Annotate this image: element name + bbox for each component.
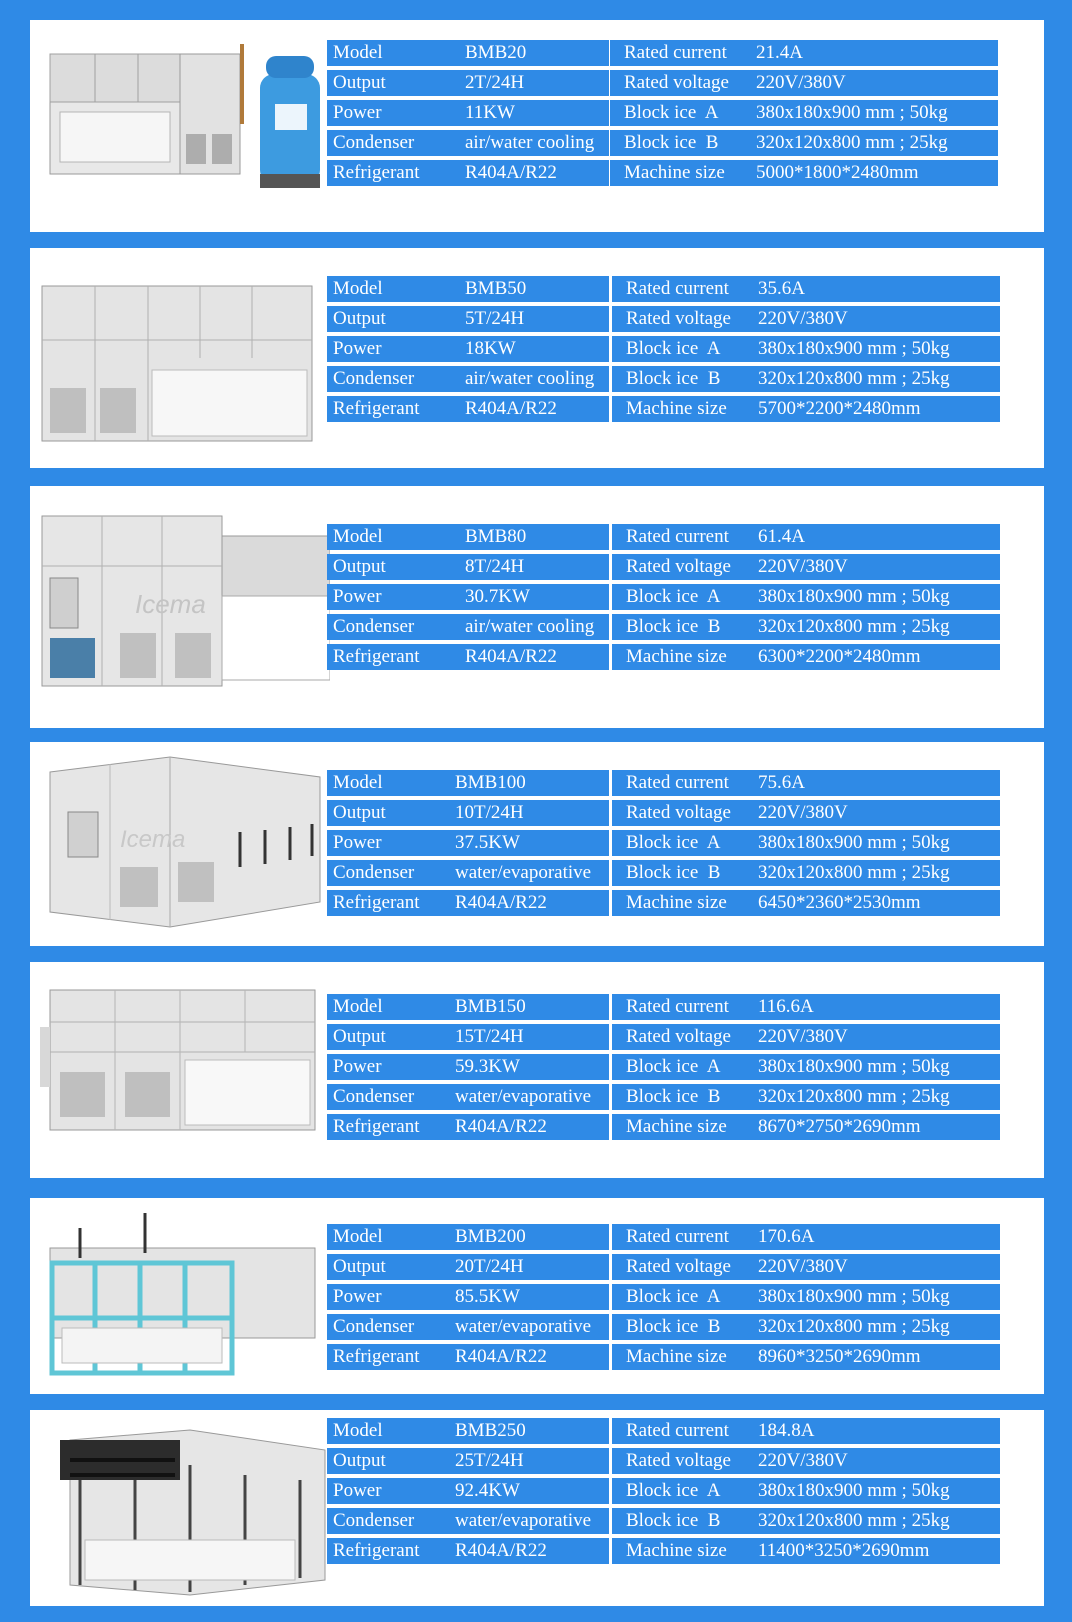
power-row	[327, 1054, 609, 1080]
refrigerant-row	[327, 1538, 609, 1564]
rated-voltage-row	[612, 554, 1000, 580]
model-label: Model	[333, 996, 383, 1017]
rated-voltage-label: Rated voltage	[626, 308, 731, 329]
product-card-bmb250	[30, 1410, 1044, 1606]
product-card-bmb80	[30, 486, 1044, 728]
block-ice-a-value: 380x180x900 mm ; 50kg	[758, 1480, 950, 1501]
power-value: 37.5KW	[455, 832, 520, 853]
rated-voltage-value: 220V/380V	[758, 1256, 848, 1277]
condenser-label: Condenser	[333, 132, 415, 153]
machine-size-row	[612, 644, 1000, 670]
condenser-row	[327, 1508, 609, 1534]
model-value: BMB80	[465, 526, 527, 547]
refrigerant-value: R404A/R22	[465, 162, 557, 183]
rated-current-row	[612, 770, 1000, 796]
power-row	[327, 1284, 609, 1310]
model-value: BMB50	[465, 278, 527, 299]
machine-size-value: 11400*3250*2690mm	[758, 1540, 930, 1561]
rated-current-label: Rated current	[626, 526, 729, 547]
output-label: Output	[333, 556, 386, 577]
machine-size-value: 8960*3250*2690mm	[758, 1346, 921, 1367]
refrigerant-row	[327, 890, 609, 916]
spec-table-left	[327, 276, 609, 426]
refrigerant-value: R404A/R22	[455, 1116, 547, 1137]
refrigerant-value: R404A/R22	[455, 892, 547, 913]
output-label: Output	[333, 1450, 386, 1471]
block-ice-b-label: Block ice B	[626, 1510, 721, 1531]
rated-current-row	[612, 994, 1000, 1020]
block-ice-b-value: 320x120x800 mm ; 25kg	[758, 1316, 950, 1337]
refrigerant-label: Refrigerant	[333, 1116, 420, 1137]
condenser-row	[327, 1084, 609, 1110]
refrigerant-label: Refrigerant	[333, 1346, 420, 1367]
output-label: Output	[333, 308, 386, 329]
output-row	[327, 1448, 609, 1474]
condenser-value: water/evaporative	[455, 862, 592, 883]
power-value: 85.5KW	[455, 1286, 520, 1307]
refrigerant-value: R404A/R22	[465, 398, 557, 419]
model-row	[327, 1418, 609, 1444]
block-ice-b-row	[610, 130, 998, 156]
condenser-label: Condenser	[333, 1316, 415, 1337]
rated-voltage-value: 220V/380V	[758, 802, 848, 823]
model-row	[327, 40, 609, 66]
output-value: 5T/24H	[465, 308, 525, 329]
machine-size-value: 5000*1800*2480mm	[756, 162, 919, 183]
output-row	[327, 800, 609, 826]
output-label: Output	[333, 1026, 386, 1047]
block-ice-b-label: Block ice B	[626, 1316, 721, 1337]
product-card-bmb50	[30, 248, 1044, 468]
condenser-row	[327, 366, 609, 392]
condenser-row	[327, 860, 609, 886]
output-row	[327, 70, 609, 96]
spec-table-right	[612, 1418, 1000, 1568]
model-value: BMB250	[455, 1420, 526, 1441]
machine-size-row	[612, 890, 1000, 916]
block-ice-a-label: Block ice A	[626, 586, 721, 607]
power-row	[327, 584, 609, 610]
rated-voltage-row	[612, 1448, 1000, 1474]
rated-voltage-label: Rated voltage	[624, 72, 729, 93]
model-row	[327, 1224, 609, 1250]
power-value: 18KW	[465, 338, 516, 359]
machine-size-value: 5700*2200*2480mm	[758, 398, 921, 419]
model-value: BMB200	[455, 1226, 526, 1247]
rated-current-label: Rated current	[626, 1226, 729, 1247]
condenser-row	[327, 130, 609, 156]
output-label: Output	[333, 802, 386, 823]
block-ice-b-row	[612, 1508, 1000, 1534]
output-row	[327, 1254, 609, 1280]
output-value: 10T/24H	[455, 802, 524, 823]
rated-current-value: 184.8A	[758, 1420, 815, 1441]
block-ice-b-value: 320x120x800 mm ; 25kg	[758, 1510, 950, 1531]
power-row	[327, 1478, 609, 1504]
block-ice-b-label: Block ice B	[626, 616, 721, 637]
rated-current-row	[610, 40, 998, 66]
block-ice-a-value: 380x180x900 mm ; 50kg	[758, 1286, 950, 1307]
model-row	[327, 276, 609, 302]
block-ice-b-label: Block ice B	[626, 1086, 721, 1107]
block-ice-a-value: 380x180x900 mm ; 50kg	[758, 1056, 950, 1077]
power-value: 59.3KW	[455, 1056, 520, 1077]
refrigerant-label: Refrigerant	[333, 162, 420, 183]
refrigerant-value: R404A/R22	[455, 1346, 547, 1367]
output-value: 15T/24H	[455, 1026, 524, 1047]
power-value: 11KW	[465, 102, 515, 123]
output-value: 20T/24H	[455, 1256, 524, 1277]
open-frame-ice-machine-icon	[40, 1420, 330, 1600]
machine-size-label: Machine size	[626, 1116, 727, 1137]
block-ice-machine-icon	[40, 752, 330, 937]
rated-current-value: 116.6A	[758, 996, 814, 1017]
spec-table-right	[612, 524, 1000, 674]
spec-table-left	[327, 770, 609, 920]
power-label: Power	[333, 586, 382, 607]
output-value: 2T/24H	[465, 72, 525, 93]
power-row	[327, 100, 609, 126]
machine-size-row	[612, 1344, 1000, 1370]
spec-table-left	[327, 524, 609, 674]
rated-voltage-row	[612, 1254, 1000, 1280]
condenser-value: air/water cooling	[465, 368, 595, 389]
rated-current-row	[612, 1224, 1000, 1250]
refrigerant-row	[327, 1114, 609, 1140]
machine-size-value: 6450*2360*2530mm	[758, 892, 921, 913]
rated-voltage-value: 220V/380V	[756, 72, 846, 93]
rated-voltage-label: Rated voltage	[626, 1450, 731, 1471]
block-ice-a-row	[610, 100, 998, 126]
condenser-value: water/evaporative	[455, 1510, 592, 1531]
model-label: Model	[333, 42, 383, 63]
block-ice-a-label: Block ice A	[624, 102, 719, 123]
block-ice-b-label: Block ice B	[626, 368, 721, 389]
spec-table-left	[327, 40, 609, 190]
block-ice-a-row	[612, 1284, 1000, 1310]
product-card-bmb100	[30, 742, 1044, 946]
rated-voltage-row	[610, 70, 998, 96]
spec-table-right	[612, 994, 1000, 1144]
condenser-label: Condenser	[333, 1510, 415, 1531]
block-ice-a-value: 380x180x900 mm ; 50kg	[758, 338, 950, 359]
block-ice-b-row	[612, 614, 1000, 640]
block-ice-machine-icon	[40, 278, 330, 448]
condenser-value: water/evaporative	[455, 1316, 592, 1337]
product-card-bmb20	[30, 20, 1044, 232]
model-value: BMB150	[455, 996, 526, 1017]
block-ice-a-label: Block ice A	[626, 1286, 721, 1307]
power-value: 92.4KW	[455, 1480, 520, 1501]
block-ice-a-label: Block ice A	[626, 338, 721, 359]
block-ice-b-label: Block ice B	[624, 132, 719, 153]
rated-voltage-row	[612, 306, 1000, 332]
product-card-bmb150	[30, 962, 1044, 1178]
rated-current-value: 170.6A	[758, 1226, 815, 1247]
output-label: Output	[333, 72, 386, 93]
machine-size-label: Machine size	[626, 1540, 727, 1561]
power-label: Power	[333, 338, 382, 359]
machine-size-label: Machine size	[626, 1346, 727, 1367]
block-ice-b-row	[612, 1314, 1000, 1340]
condenser-label: Condenser	[333, 862, 415, 883]
block-ice-b-label: Block ice B	[626, 862, 721, 883]
block-ice-machine-icon	[40, 508, 330, 698]
block-ice-a-label: Block ice A	[626, 1480, 721, 1501]
block-ice-a-value: 380x180x900 mm ; 50kg	[758, 586, 950, 607]
rated-current-label: Rated current	[626, 1420, 729, 1441]
rated-current-value: 61.4A	[758, 526, 805, 547]
condenser-value: water/evaporative	[455, 1086, 592, 1107]
rated-current-row	[612, 276, 1000, 302]
rated-voltage-label: Rated voltage	[626, 802, 731, 823]
model-row	[327, 770, 609, 796]
refrigerant-label: Refrigerant	[333, 646, 420, 667]
open-frame-ice-machine-icon	[40, 1208, 330, 1388]
spec-table-left	[327, 1418, 609, 1568]
refrigerant-label: Refrigerant	[333, 398, 420, 419]
power-label: Power	[333, 1480, 382, 1501]
output-value: 8T/24H	[465, 556, 525, 577]
rated-voltage-label: Rated voltage	[626, 1256, 731, 1277]
block-ice-a-value: 380x180x900 mm ; 50kg	[758, 832, 950, 853]
rated-current-label: Rated current	[626, 996, 729, 1017]
block-ice-a-row	[612, 584, 1000, 610]
rated-current-row	[612, 1418, 1000, 1444]
rated-voltage-value: 220V/380V	[758, 1450, 848, 1471]
rated-current-value: 21.4A	[756, 42, 803, 63]
refrigerant-row	[327, 1344, 609, 1370]
rated-current-label: Rated current	[626, 278, 729, 299]
refrigerant-label: Refrigerant	[333, 1540, 420, 1561]
model-value: BMB20	[465, 42, 527, 63]
model-row	[327, 994, 609, 1020]
block-ice-b-row	[612, 860, 1000, 886]
output-value: 25T/24H	[455, 1450, 524, 1471]
rated-current-value: 75.6A	[758, 772, 805, 793]
output-row	[327, 1024, 609, 1050]
refrigerant-row	[327, 396, 609, 422]
spec-table-right	[610, 40, 998, 190]
power-label: Power	[333, 1286, 382, 1307]
block-ice-b-value: 320x120x800 mm ; 25kg	[758, 1086, 950, 1107]
rated-current-label: Rated current	[624, 42, 727, 63]
block-ice-a-row	[612, 830, 1000, 856]
rated-current-label: Rated current	[626, 772, 729, 793]
model-label: Model	[333, 772, 383, 793]
power-label: Power	[333, 102, 382, 123]
spec-table-right	[612, 1224, 1000, 1374]
output-row	[327, 554, 609, 580]
machine-size-row	[612, 1538, 1000, 1564]
machine-size-row	[612, 396, 1000, 422]
rated-current-value: 35.6A	[758, 278, 805, 299]
output-row	[327, 306, 609, 332]
block-ice-b-value: 320x120x800 mm ; 25kg	[758, 862, 950, 883]
spec-table-right	[612, 276, 1000, 426]
power-label: Power	[333, 832, 382, 853]
machine-size-row	[612, 1114, 1000, 1140]
block-ice-a-row	[612, 1478, 1000, 1504]
rated-voltage-value: 220V/380V	[758, 308, 848, 329]
model-label: Model	[333, 1226, 383, 1247]
rated-voltage-value: 220V/380V	[758, 1026, 848, 1047]
condenser-row	[327, 1314, 609, 1340]
refrigerant-row	[327, 644, 609, 670]
block-ice-a-value: 380x180x900 mm ; 50kg	[756, 102, 948, 123]
block-ice-b-row	[612, 1084, 1000, 1110]
model-label: Model	[333, 278, 383, 299]
block-ice-b-value: 320x120x800 mm ; 25kg	[756, 132, 948, 153]
machine-size-row	[610, 160, 998, 186]
rated-voltage-label: Rated voltage	[626, 1026, 731, 1047]
block-ice-b-row	[612, 366, 1000, 392]
output-label: Output	[333, 1256, 386, 1277]
power-label: Power	[333, 1056, 382, 1077]
model-label: Model	[333, 526, 383, 547]
block-ice-a-row	[612, 1054, 1000, 1080]
block-ice-a-row	[612, 336, 1000, 362]
model-row	[327, 524, 609, 550]
condenser-row	[327, 614, 609, 640]
refrigerant-value: R404A/R22	[465, 646, 557, 667]
refrigerant-row	[327, 160, 609, 186]
block-ice-b-value: 320x120x800 mm ; 25kg	[758, 368, 950, 389]
rated-current-row	[612, 524, 1000, 550]
spec-table-left	[327, 1224, 609, 1374]
machine-size-label: Machine size	[626, 646, 727, 667]
spec-table-left	[327, 994, 609, 1144]
condenser-label: Condenser	[333, 1086, 415, 1107]
rated-voltage-row	[612, 800, 1000, 826]
refrigerant-label: Refrigerant	[333, 892, 420, 913]
product-card-bmb200	[30, 1198, 1044, 1394]
svg-text:Icema: Icema	[120, 826, 186, 853]
ice-machine-with-cooling-tower-icon	[40, 34, 330, 194]
machine-size-label: Machine size	[626, 892, 727, 913]
power-row	[327, 336, 609, 362]
block-ice-a-label: Block ice A	[626, 1056, 721, 1077]
rated-voltage-label: Rated voltage	[626, 556, 731, 577]
rated-voltage-value: 220V/380V	[758, 556, 848, 577]
block-ice-a-label: Block ice A	[626, 832, 721, 853]
condenser-value: air/water cooling	[465, 616, 595, 637]
machine-size-label: Machine size	[624, 162, 725, 183]
model-label: Model	[333, 1420, 383, 1441]
spec-table-right	[612, 770, 1000, 920]
model-value: BMB100	[455, 772, 526, 793]
refrigerant-value: R404A/R22	[455, 1540, 547, 1561]
condenser-label: Condenser	[333, 368, 415, 389]
power-value: 30.7KW	[465, 586, 530, 607]
condenser-label: Condenser	[333, 616, 415, 637]
machine-size-label: Machine size	[626, 398, 727, 419]
svg-text:Icema: Icema	[135, 589, 206, 619]
machine-size-value: 8670*2750*2690mm	[758, 1116, 921, 1137]
power-row	[327, 830, 609, 856]
rated-voltage-row	[612, 1024, 1000, 1050]
condenser-value: air/water cooling	[465, 132, 595, 153]
block-ice-b-value: 320x120x800 mm ; 25kg	[758, 616, 950, 637]
block-ice-machine-icon	[40, 982, 330, 1152]
machine-size-value: 6300*2200*2480mm	[758, 646, 921, 667]
